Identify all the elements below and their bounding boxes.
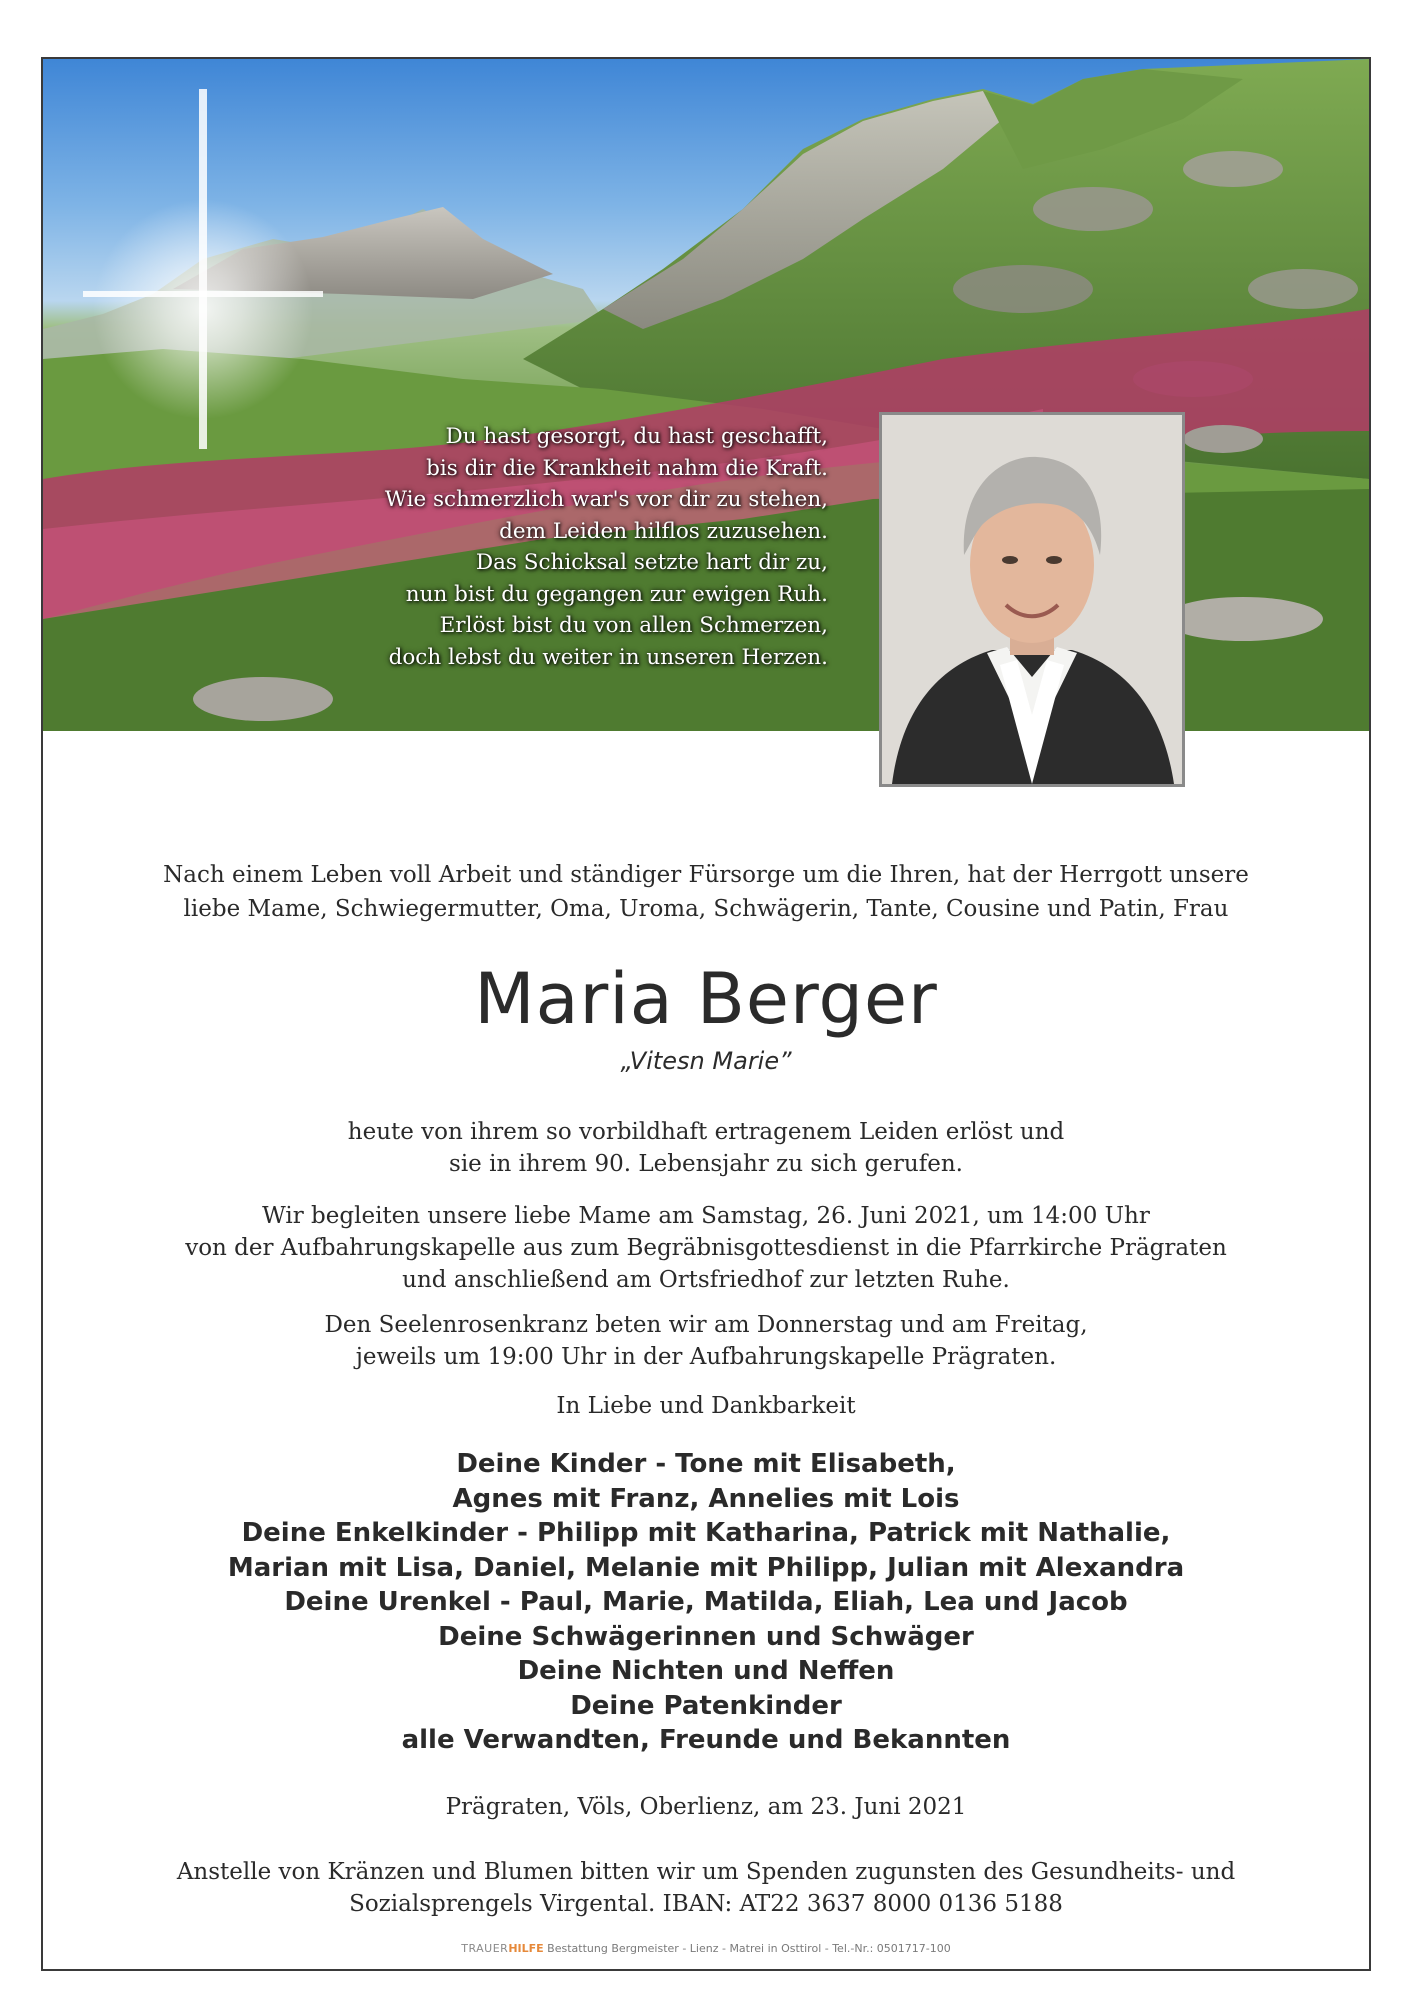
family-line: alle Verwandten, Freunde und Bekannten <box>401 1725 1011 1755</box>
passing-text <box>43 1116 1369 1180</box>
poem-line: Wie schmerzlich war's vor dir zu stehen, <box>384 487 828 512</box>
poem-line: Erlöst bist du von allen Schmerzen, <box>439 613 828 638</box>
family-line: Agnes mit Franz, Annelies mit Lois <box>452 1483 960 1514</box>
rosary-text <box>43 1309 1369 1373</box>
poem-line: Das Schicksal setzte hart dir zu, <box>475 550 828 575</box>
family-line: Deine Kinder - Tone mit Elisabeth, <box>456 1449 956 1479</box>
brand-logo-right: HILFE <box>508 1942 544 1955</box>
passing-line: sie in ihrem 90. Lebensjahr zu sich gerufen. <box>449 1151 963 1177</box>
poem-line: nun bist du gegangen zur ewigen Ruh. <box>405 581 828 607</box>
passing-line: heute von ihrem so vorbildhaft ertragenem Leiden erlöst und <box>347 1119 1065 1145</box>
family-line: Deine Urenkel - Paul, Marie, Matilda, Eliah, Lea und Jacob <box>284 1587 1128 1617</box>
closing-text: In Liebe und Dankbarkeit <box>556 1393 856 1419</box>
poem-line: doch lebst du weiter in unseren Herzen. <box>388 644 828 670</box>
poem-line: dem Leiden hilflos zuzusehen. <box>499 518 828 544</box>
funeral-line: und anschließend am Ortsfriedhof zur letzten Ruhe. <box>402 1267 1010 1293</box>
place-date: Prägraten, Völs, Oberlienz, am 23. Juni 2021 <box>445 1794 967 1820</box>
family-line: Deine Schwägerinnen und Schwäger <box>438 1621 974 1652</box>
family-line: Deine Nichten und Neffen <box>517 1656 895 1686</box>
poem-line: bis dir die Krankheit nahm die Kraft. <box>426 455 828 481</box>
deceased-name: Maria Berger <box>474 958 938 1040</box>
funeral-text <box>43 1200 1369 1296</box>
poem-line: Du hast gesorgt, du hast geschafft, <box>445 424 828 449</box>
family-line: Deine Enkelkinder - Philipp mit Katharina, Patrick mit Nathalie, <box>241 1518 1171 1548</box>
family-line: Deine Patenkinder <box>570 1690 842 1721</box>
funeral-line: Wir begleiten unsere liebe Mame am Samstag, 26. Juni 2021, um 14:00 Uhr <box>262 1203 1150 1229</box>
intro-text <box>43 858 1369 926</box>
obituary-frame <box>41 57 1371 1971</box>
intro-line: liebe Mame, Schwiegermutter, Oma, Uroma, Schwägerin, Tante, Cousine und Patin, Frau <box>183 896 1229 922</box>
brand-logo-left: TRAUER <box>461 1942 509 1955</box>
family-line: Marian mit Lisa, Daniel, Melanie mit Philipp, Julian mit Alexandra <box>227 1552 1185 1583</box>
rosary-line: Den Seelenrosenkranz beten wir am Donnerstag und am Freitag, <box>324 1312 1088 1338</box>
funeral-line: von der Aufbahrungskapelle aus zum Begräbnisgottesdienst in die Pfarrkirche Prägraten <box>185 1235 1227 1261</box>
deceased-nickname: „Vitesn Marie” <box>620 1047 792 1075</box>
rosary-line: jeweils um 19:00 Uhr in der Aufbahrungskapelle Prägraten. <box>355 1344 1057 1370</box>
family-list <box>43 1447 1369 1758</box>
memorial-poem <box>273 421 828 673</box>
credit-text: Bestattung Bergmeister - Lienz - Matrei in Osttirol - Tel.-Nr.: 0501717-100 <box>547 1942 951 1955</box>
funeral-home-credit <box>43 1942 1369 1955</box>
donation-line: Sozialsprengels Virgental. IBAN: AT22 3637 8000 0136 5188 <box>349 1891 1063 1917</box>
portrait-photo <box>879 412 1185 787</box>
donation-text <box>43 1856 1369 1920</box>
intro-line: Nach einem Leben voll Arbeit und ständiger Fürsorge um die Ihren, hat der Herrgott unsere <box>163 862 1249 888</box>
portrait-illustration <box>882 415 1182 784</box>
donation-line: Anstelle von Kränzen und Blumen bitten wir um Spenden zugunsten des Gesundheits- und <box>176 1859 1236 1885</box>
